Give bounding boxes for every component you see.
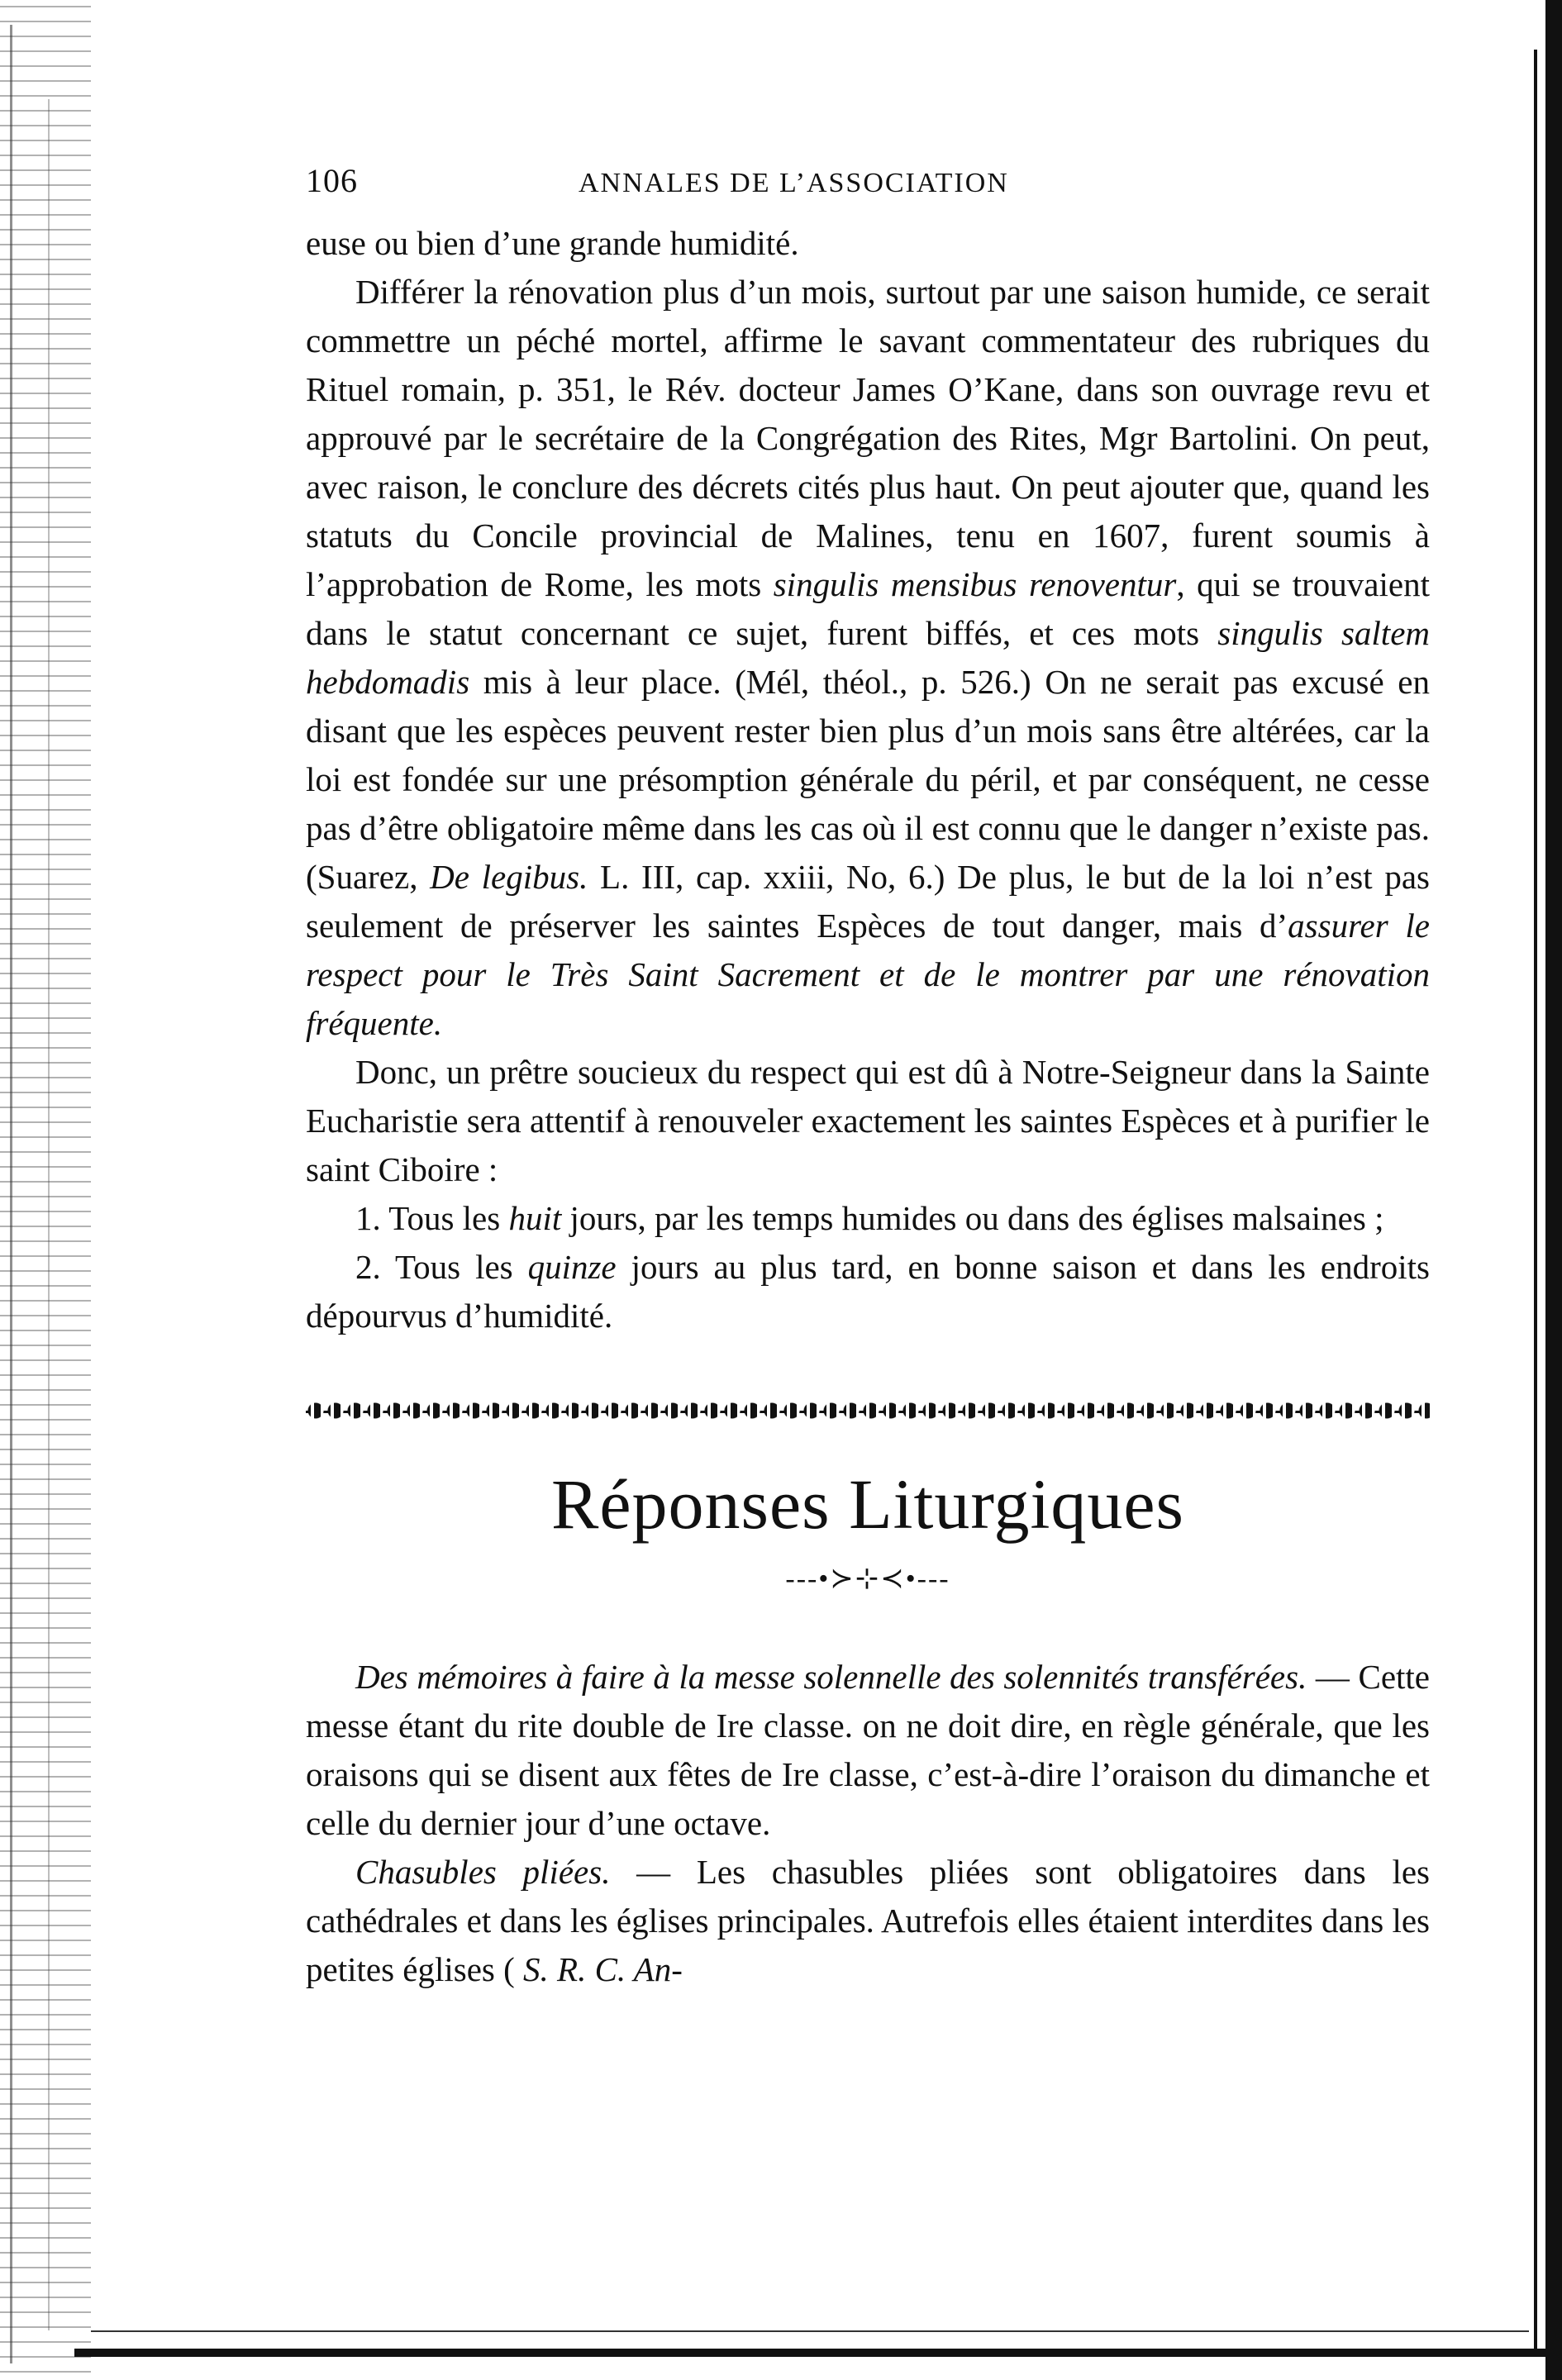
text-run: 1. Tous les [355,1199,509,1237]
italic-run: huit [508,1199,562,1237]
page-content [306,161,1430,1994]
italic-run: quinze [527,1248,617,1286]
scan-line-bottom [91,2330,1529,2332]
text-run: 2. Tous les [355,1248,528,1286]
list-item [306,1243,1430,1340]
italic-run: De legibus. [430,858,588,896]
paragraph-renovation [306,268,1430,1048]
italic-heading: Des mémoires à faire à la messe solennelle des solennités transférées. [355,1658,1307,1696]
text-run: L. III, cap. xxiii, No, 6.) De plus, le but de la loi n’est pas seulement de préserver les saintes Espèces de tout danger, mais d’ [306,858,1431,945]
italic-heading: Chasubles pliées. [355,1853,611,1891]
list-item [306,1194,1430,1243]
paragraph-question-2 [306,1848,1430,1994]
italic-run: assurer le respect pour le Très Saint Sacrement et de le montrer par une rénovation fréquente. [306,907,1430,1042]
scan-edge-right [1545,0,1562,2380]
italic-run: S. R. C. An- [523,1950,683,1988]
page-number: 106 [306,162,358,199]
scan-line-left [10,25,12,2363]
ornamental-band [306,1394,1430,1427]
text-run: , qui se trouvaient dans le statut concernant ce sujet, furent biffés, et ces mots [306,565,1430,652]
scan-line-left-inner [48,99,50,2330]
text-run: — Les chasubles pliées sont obligatoires dans les cathédrales et dans les églises principales. Autrefois elles étaient interdites dans les petites églises ( [306,1853,1431,1988]
section-divider: ---•≻⊹≺•--- [785,1564,950,1594]
text-run: — Cette messe étant du rite double de Ire classe. on ne doit dire, en règle générale, que les oraisons qui se disent aux fêtes de Ire classe, c’est-à-dire l’oraison du dimanche et celle du dernier jour d’une octave. [306,1658,1430,1842]
text-run: jours, par les temps humides ou dans des églises malsaines ; [561,1199,1384,1237]
italic-run: singulis saltem hebdomadis [306,614,1430,701]
paragraph-question-1 [306,1653,1430,1848]
scan-line-right [1534,50,1537,2355]
running-head: ANNALES DE L’ASSOCIATION [579,168,1009,198]
paragraph-continuation: euse ou bien d’une grande humidité. [306,224,799,262]
scan-edge-left [0,0,91,2380]
text-run: mis à leur place. (Mél, théol., p. 526.) On ne serait pas excusé en disant que les espèces peuvent rester bien plus d’un mois sans être altérées, car la loi est fondée sur une présomption générale du péril, et par conséquent, ne cesse pas d’être obligatoire même dans les cas où il est connu que le danger n’existe pas. (Suarez, [306,663,1430,896]
text-run: jours au plus tard, en bonne saison et dans les endroits dépourvus d’humidité. [306,1248,1430,1335]
paragraph-conclusion: Donc, un prêtre soucieux du respect qui est dû à Notre-Seigneur dans la Sainte Eucharistie sera attentif à renouveler exactement les saintes Espèces et à purifier le saint Ciboire : [306,1053,1430,1188]
scan-edge-bottom [74,2349,1545,2357]
section-title: Réponses Liturgiques [550,1464,1185,1544]
text-run: Différer la rénovation plus d’un mois, surtout par une saison humide, ce serait commettre un péché mortel, affirme le savant commentateur des rubriques du Rituel romain, p. 351, le Rév. docteur James O’Kane, dans son ouvrage revu et approuvé par le secrétaire de la Congrégation des Rites, Mgr Bartolini. On peut, avec raison, le conclure des décrets cités plus haut. On peut ajouter que, quand les statuts du Concile provincial de Malines, tenu en 1607, furent soumis à l’approbation de Rome, les mots [306,273,1430,603]
page-header [306,161,1430,219]
italic-run: singulis mensibus renoventur [773,565,1177,603]
